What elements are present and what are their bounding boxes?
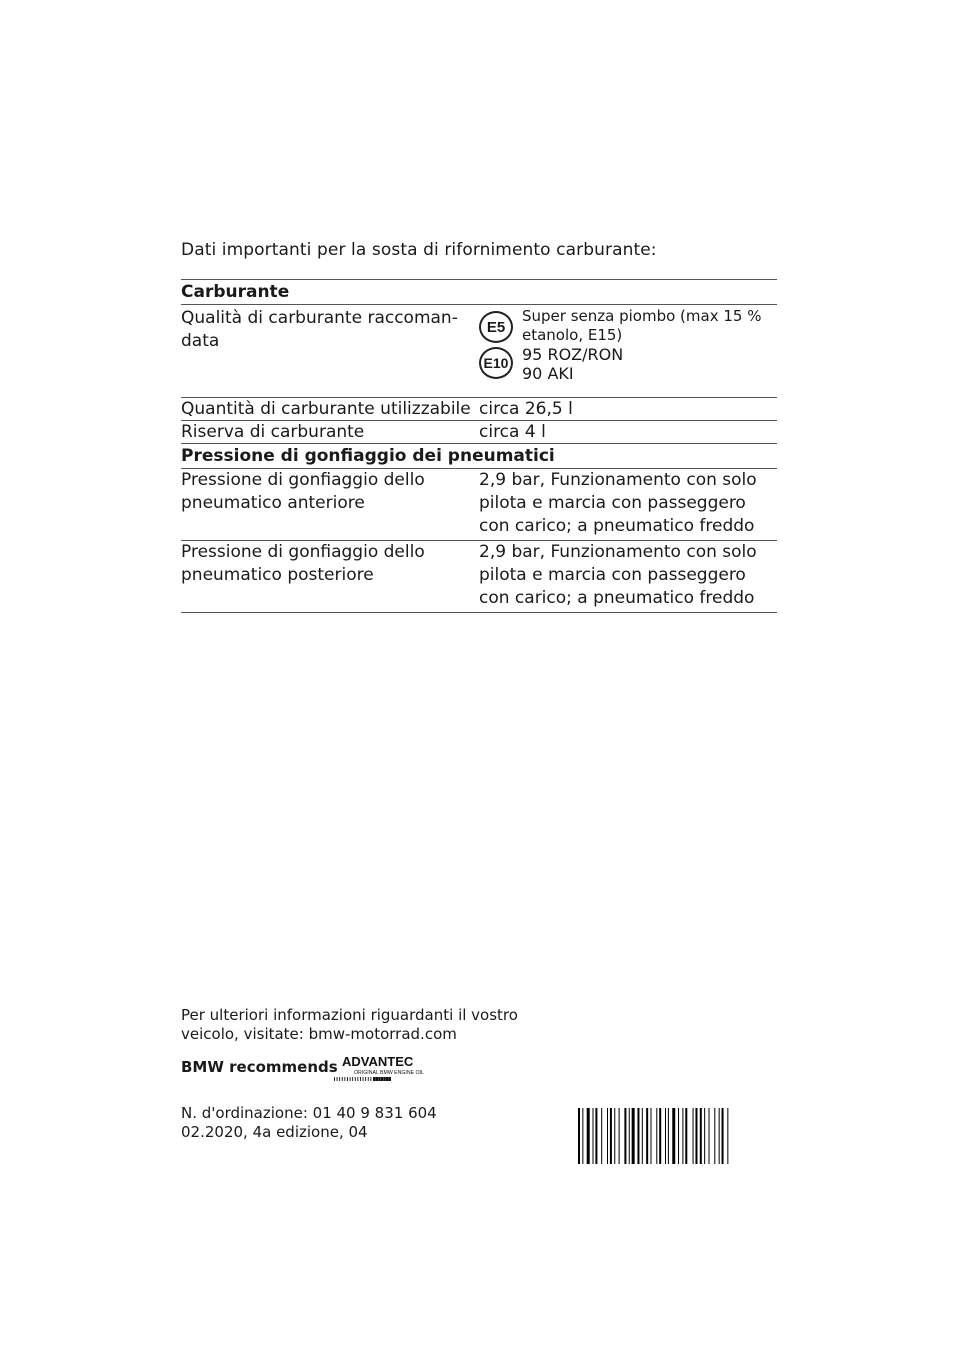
logo-stripes: [334, 1077, 391, 1081]
usable-fuel-row: [181, 398, 777, 420]
rear-tyre-value-line: pilota e marcia con passeggero: [479, 565, 746, 585]
rear-tyre-label: [181, 541, 479, 610]
reserve-row: [181, 421, 777, 443]
rear-tyre-label-line: pneumatico posteriore: [181, 565, 374, 585]
fuel-quality-label-line: data: [181, 331, 220, 351]
usable-fuel-label: Quantità di carburante utilizzabile: [181, 399, 471, 419]
fuel-quality-value: [479, 307, 777, 383]
advantec-logo: [332, 1054, 432, 1084]
usable-fuel-value: circa 26,5 l: [479, 399, 573, 419]
front-tyre-value-line: 2,9 bar, Funzionamento con solo: [479, 470, 757, 490]
e10-fuel-icon: E10: [479, 347, 513, 379]
edition-text: 02.2020, 4a edizione, 04: [181, 1123, 368, 1141]
reserve-value: circa 4 l: [479, 422, 546, 442]
fuel-quality-label: [181, 307, 479, 383]
fuel-quality-label-line: Qualità di carburante raccoman-: [181, 308, 458, 328]
fuel-quality-line: 90 AKI: [522, 364, 574, 383]
rear-tyre-value-line: 2,9 bar, Funzionamento con solo: [479, 542, 757, 562]
fuel-quality-row: [181, 305, 777, 397]
section-tyres-heading: Pressione di gonfiaggio dei pneumatici: [181, 446, 555, 466]
info-line: veicolo, visitate: bmw-motorrad.com: [181, 1025, 457, 1043]
bmw-recommends: BMW recommends: [181, 1058, 338, 1076]
order-info: [181, 1104, 437, 1142]
front-tyre-value-line: con carico; a pneumatico freddo: [479, 516, 755, 536]
front-tyre-label: [181, 469, 479, 538]
rear-tyre-label-line: Pressione di gonfiaggio dello: [181, 542, 425, 562]
fuel-quality-line: Super senza piombo (max 15 %: [522, 307, 762, 325]
front-tyre-value: [479, 469, 777, 538]
intro-text: Dati importanti per la sosta di rifornimento carburante:: [181, 240, 657, 260]
refuel-data-table: [181, 279, 777, 613]
order-number: N. d'ordinazione: 01 40 9 831 604: [181, 1104, 437, 1122]
rear-tyre-value-line: con carico; a pneumatico freddo: [479, 588, 755, 608]
front-tyre-label-line: Pressione di gonfiaggio dello: [181, 470, 425, 490]
front-tyre-value-line: pilota e marcia con passeggero: [479, 493, 746, 513]
barcode: [578, 1108, 778, 1168]
fuel-badges: [479, 307, 519, 379]
fuel-quality-text: [522, 307, 761, 383]
front-tyre-label-line: pneumatico anteriore: [181, 493, 365, 513]
info-line: Per ulteriori informazioni riguardanti il vostro: [181, 1006, 518, 1024]
divider: [181, 612, 777, 613]
fuel-quality-line: etanolo, E15): [522, 326, 623, 344]
rear-tyre-value: [479, 541, 777, 610]
info-text: [181, 1006, 518, 1044]
section-fuel-heading: Carburante: [181, 282, 290, 302]
logo-brand-text: ADVANTEC: [342, 1054, 414, 1069]
front-tyre-row: [181, 469, 777, 540]
rear-tyre-row: [181, 541, 777, 612]
barcode-graphic: [578, 1108, 778, 1164]
logo-sub-text: ORIGINAL BMW ENGINE OIL: [354, 1070, 424, 1076]
e5-fuel-icon: E5: [479, 311, 513, 343]
reserve-label: Riserva di carburante: [181, 422, 365, 442]
fuel-quality-line: 95 ROZ/RON: [522, 345, 624, 364]
